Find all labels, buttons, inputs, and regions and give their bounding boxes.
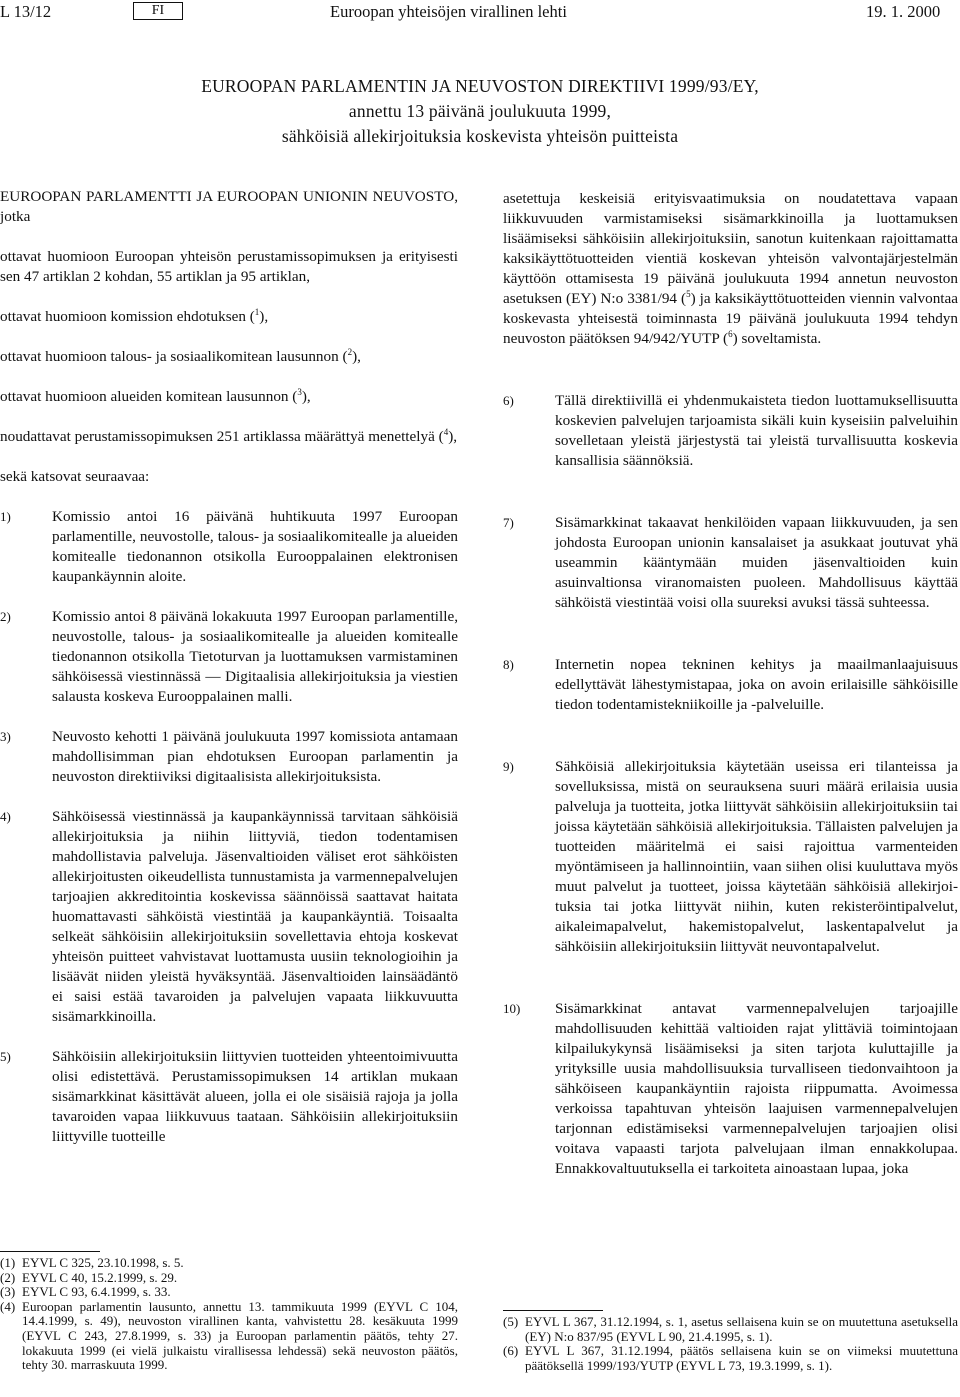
recital-item: 9) Sähköisiä allekirjoituksia käytetään useissa eri tilanteissa ja sovelluksissa, mistä on seurauksena suuri määrä erilaisia uusia palveluja ja tuotteita, jotka liittyvät sähköisiin allekirjoituksiin tai joissa käytetään sähköisiä allekirjoituksia. Tällaisten palvelujen ja tuotteiden määritelmä ei saisi rajoittua varmenteiden myöntämiseen ja hallinnointiin, vaan siihen olisi kuuluttava myös muut palvelut ja tuotteet, joissa käytetään sähköisiä allekirjoituksia tai jotka liittyvät niihin, kuten rekisteröintipalvelut, aikaleimapalvelut, hakemistopalvelut, laskentapalvelut ja sähköisiin allekirjoituksiin liittyvät neuvontapalvelut. — [503, 758, 958, 955]
footnote-divider — [0, 1251, 100, 1252]
footnote-divider — [503, 1310, 603, 1311]
recital-citation-4: ottavat huomioon alueiden komitean lausunnon ($^3$), — [0, 386, 311, 405]
right-column — [503, 189, 958, 1179]
recital-item: 1) Komissio antoi 16 päivänä huhtikuuta 1997 Euroopan parlamentille, neuvostolle, talous- ja sosiaalikomitealle ja alueiden komitealle tiedonannon otsikolla Eurooppalainen elektronisen kaupankäynnin aloite. — [0, 508, 458, 585]
recital-item: 7) Sisämarkkinat takaavat henkilöiden vapaan liikkuvuuden, ja sen johdosta Euroopan unionin kansalaiset ja asukkaat joutuvat yhä useammin kääntymään muiden jäsenvaltioiden kuin asuinvaltionsa viranomaisten puoleen. Mahdollisuus käyttää sähköistä viestintää voisi olla suureksi avuksi tässä suhteessa. — [503, 514, 958, 611]
recital-continuation: asetettuja keskeisiä erityisvaatimuksia on noudatettava vapaan liikkuvuuden varmistamiseksi sisämarkkinoilla ja luottamuksen lisäämiseksi sähköisiin allekirjoituksiin, sanotun kuitenkaan rajoittamatta kaksikäyttötuotteiden vientiä koskevan yhteisön valvontajärjestelmän käyttöön ottamisesta 19 päivänä joulukuuta 1994 annetun neuvoston asetuksen (EY) N:o 3381/94 ($^5$) ja kaksikäyttötuotteiden viennin valvontaa koskevasta yhteisestä toiminnasta 19 päivänä joulukuuta 1994 tehdyn neuvoston päätöksen 94/942/YUTP ($^6$) soveltamista. — [503, 190, 958, 347]
recital-citation-2: ottavat huomioon komission ehdotuksen ($^1$), — [0, 306, 269, 325]
left-footnotes — [0, 1256, 458, 1373]
footnote: (5) EYVL L 367, 31.12.1994, s. 1, asetus sellaisena kuin se on muutettuna asetuksella (EY) N:o 837/95 (EYVL L 90, 21.4.1995, s. 1). — [503, 1314, 958, 1344]
page-number: L 13/12 — [0, 2, 52, 21]
footnote: (4) Euroopan parlamentin lausunto, annettu 13. tammikuuta 1999 (EYVL C 104, 14.4.1999, s. 49), neuvoston virallinen kanta, vahvistettu 28. kesäkuuta 1999 (EYVL C 243, 27.8.1999, s. 33) ja Euroopan parlamentin päätös, tehty 27. lokakuuta 1999 (ei vielä julkaistu virallisessa lehdessä) sekä neuvoston päätös, tehty 30. marraskuuta 1999. — [0, 1298, 458, 1373]
directive-date-line: annettu 13 päivänä joulukuuta 1999, — [348, 101, 612, 121]
recital-lead-in: sekä katsovat seuraavaa: — [0, 468, 150, 485]
footnote-ref: 6 — [728, 328, 733, 339]
recital-item: 3) Neuvosto kehotti 1 päivänä joulukuuta 1997 komissiota antamaan mahdollisimman pian ehdotuksen Euroopan parlamentin ja neuvoston direktiiviksi digitaalisista allekirjoituksista. — [0, 728, 458, 785]
recital-item: 5) Sähköisiin allekirjoituksiin liittyvien tuotteiden yhteentoimivuutta olisi edistettävä. Perustamissopimuksen 14 artiklan mukaan sisämarkkinat käsittävät alueen, jolla ei ole sisäisiä rajoja ja jolla tavaroiden vapaa liikkuvuus taataan. Sähköisiin allekirjoituksiin liittyville tuotteille — [0, 1048, 458, 1145]
issue-date: 19. 1. 2000 — [866, 2, 941, 21]
language-code: FI — [133, 2, 183, 20]
recital-item: 8) Internetin nopea tekninen kehitys ja maailmanlaajuisuus edellyttävät lähestymistapaa, joka on avoin erilaisille sähköisille tiedon todentamistekniikoille ja -palveluille. — [503, 656, 958, 713]
footnote-ref: 1 — [254, 306, 260, 317]
footnote-ref: 5 — [686, 288, 691, 299]
recital-item: 6) Tällä direktiivillä ei yhdenmukaisteta tiedon luottamuksellisuutta koskevien palvelujen tarjoamista sikäli kuin kyseisiin palveluihin sovelletaan yleistä järjestystä tai yleistä turvallisuutta koskevia kansallisia säännöksiä. — [503, 392, 958, 469]
footnote: (6) EYVL L 367, 31.12.1994, päätös sellaisena kuin se on viimeksi muutettuna päätöksellä 1999/193/YUTP (EYVL L 73, 19.3.1999, s. 1). — [503, 1343, 958, 1373]
page-header — [0, 0, 960, 26]
recital-item: 4) Sähköisessä viestinnässä ja kaupankäynnissä tarvitaan sähköisiä allekirjoituksia ja niihin liittyviä, tiedon todentamisen mahdollistavia palveluja. Jäsenvaltioiden väliset erot sähköisten allekirjoitusten oikeudellista tunnustamista ja varmennepalvelujen tarjoajien akkreditointia koskevissa säännöissä saattavat haitata huomattavasti sähköistä viestintää ja kaupankäyntiä. Toisaalta selkeät sähköisiin allekirjoituksiin sovellettavia ehtoja koskevat yhteisön puitteet vahvistavat luottamusta uusiin teknologioihin ja lisäävät niiden yleistä hyväksyntää. Jäsenvaltioiden lainsäädäntö ei saisi estää tavaroiden ja palvelujen vapaata liikkuvuutta sisämarkkinoilla. — [0, 808, 458, 1025]
right-footnotes — [503, 1315, 958, 1373]
directive-title: EUROOPAN PARLAMENTIN JA NEUVOSTON DIREKTIIVI 1999/93/EY, — [201, 76, 759, 96]
recital-citation-1: ottavat huomioon Euroopan yhteisön perustamissopimuksen ja erityisesti sen 47 artiklan 2 kohdan, 55 artiklan ja 95 artiklan, — [0, 248, 458, 285]
recital-citation-5: noudattavat perustamissopimuksen 251 artiklassa määrättyä menettelyä ($^4$), — [0, 426, 458, 445]
footnote-ref: 4 — [443, 426, 449, 437]
footnote: (2) EYVL C 40, 15.2.1999, s. 29. — [0, 1269, 178, 1285]
recital-citation-3: ottavat huomioon talous- ja sosiaalikomitean lausunnon ($^2$), — [0, 346, 361, 365]
footnote: (1) EYVL C 325, 23.10.1998, s. 5. — [0, 1255, 184, 1270]
directive-subject: sähköisiä allekirjoituksia koskevista yhteisön puitteista — [281, 126, 679, 146]
journal-name: Euroopan yhteisöjen virallinen lehti — [330, 2, 567, 21]
recital-item: 2) Komissio antoi 8 päivänä lokakuuta 1997 Euroopan parlamentille, neuvostolle, talous- ja sosiaalikomitealle ja alueiden komitealle tiedonannon otsikolla Tietoturvan ja luottamuksen varmistaminen sähköisessä viestinnässä — Digitaalisia allekirjoituksia ja viestien salausta koskeva Eurooppalainen malli. — [0, 608, 458, 705]
footnote-ref: 3 — [297, 386, 302, 397]
footnote: (3) EYVL C 93, 6.4.1999, s. 33. — [0, 1284, 171, 1300]
footnote-ref: 2 — [347, 346, 353, 357]
preamble-intro: EUROOPAN PARLAMENTTI JA EUROOPAN UNIONIN NEUVOSTO, jotka — [0, 188, 458, 225]
left-column — [0, 187, 458, 1147]
recital-item: 10) Sisämarkkinat antavat varmennepalvelujen tarjoajille mahdollisuuden kehittää valtioiden rajat ylittäviä toimintojaan kilpailukykynsä lisäämiseksi ja siten tarjota kuluttajille ja yrityksille uusia mahdollisuuksia turvalliseen tiedonvaihtoon ja sähköiseen kaupankäyntiin rajoista riippumatta. Avoimessa verkoissa tapahtuvan yhteisön laajuisen varmennepalvelujen tarjonnan edistämiseksi varmennepalvelujen tarjoajien olisi voitava vapaasti tarjota palvelujaan ilman ennakkolupaa. Ennakkovaltuutuksella ei tarkoiteta ainoastaan lupaa, joka — [503, 1000, 958, 1177]
